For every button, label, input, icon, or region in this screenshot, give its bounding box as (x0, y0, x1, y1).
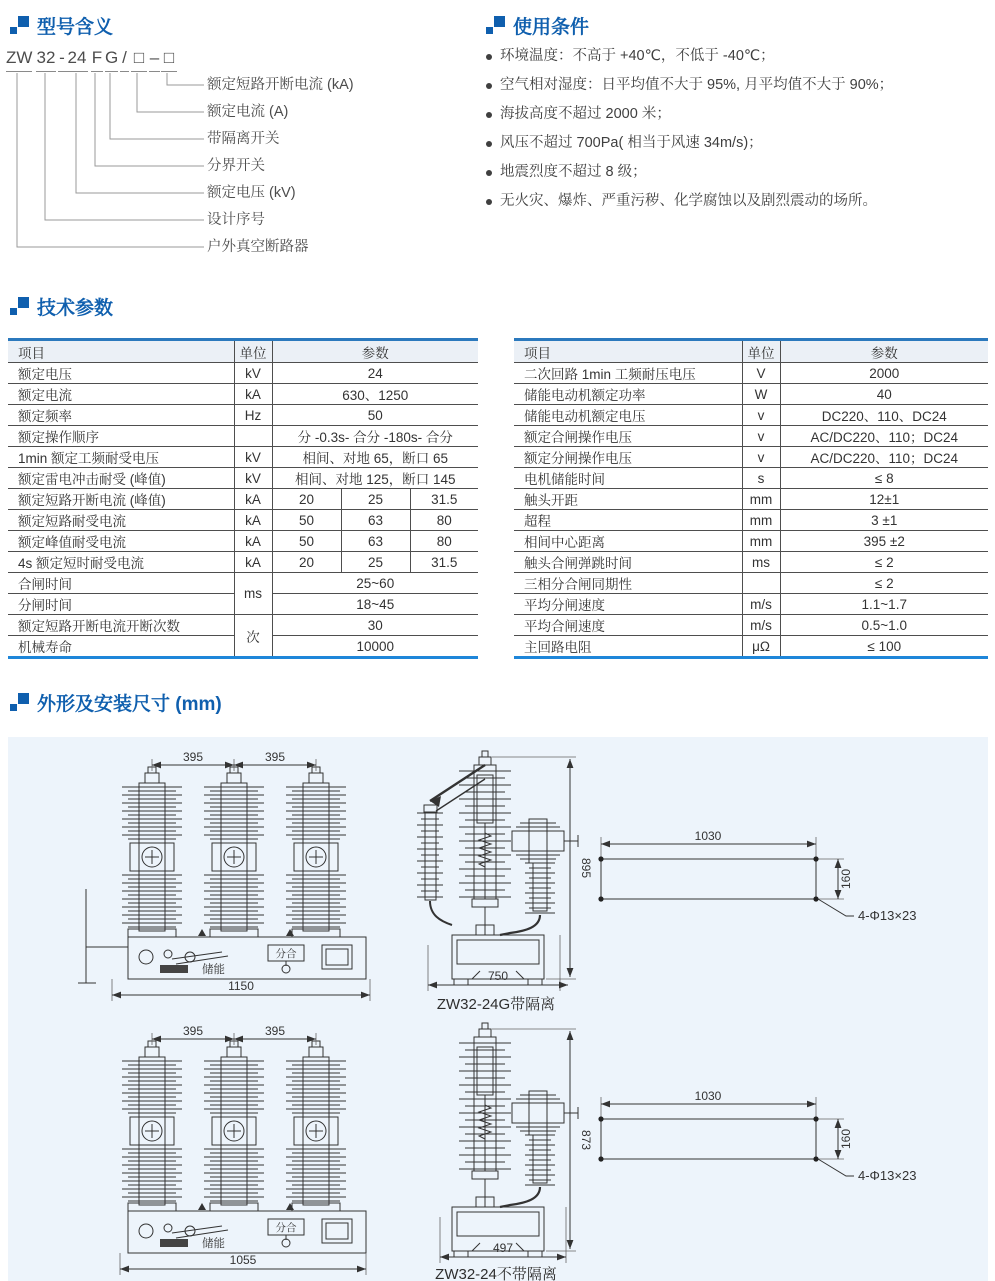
front-view-with-isolator-drawing (72, 751, 372, 1003)
value-cell: 12±1 (780, 489, 988, 510)
value-cell: 50 (272, 405, 478, 426)
unit-cell: kV (234, 363, 272, 384)
table-row (514, 447, 988, 468)
value-cell: 相间、对地 125，断口 145 (272, 468, 478, 489)
param-name: 额定短路耐受电流 (8, 510, 234, 531)
table-row (8, 384, 478, 405)
unit-cell: ms (742, 552, 780, 573)
dim-label-base-width: 1150 (228, 979, 254, 993)
bullet-icon (486, 141, 492, 147)
unit-cell: kV (234, 468, 272, 489)
condition-text: 海拔高度不超过 2000 米； (500, 106, 671, 122)
table-row (514, 552, 988, 573)
value-cell: 630、1250 (272, 384, 478, 405)
param-name: 触头开距 (514, 489, 742, 510)
value-cell: 2000 (780, 363, 988, 384)
unit-cell: mm (742, 489, 780, 510)
open-close-label: 分合 (275, 948, 297, 960)
unit-cell: mm (742, 510, 780, 531)
unit-cell: μΩ (742, 636, 780, 658)
table-row (514, 405, 988, 426)
section-title-tech (10, 294, 113, 318)
unit-cell: kA (234, 552, 272, 573)
unit-cell: kA (234, 489, 272, 510)
value-cell: 395 ±2 (780, 531, 988, 552)
condition-text: 无火灾、爆炸、严重污秽、化学腐蚀以及剧烈震动的场所。 (500, 193, 877, 209)
pole-insulator (204, 767, 264, 937)
model-label: 额定电压 (kV) (207, 185, 296, 201)
header-value: 参数 (272, 340, 478, 363)
section-title-dimensions (10, 690, 222, 714)
condition-item (486, 47, 991, 66)
open-close-label: 分合 (275, 1222, 297, 1234)
drawing-caption: ZW32-24G带隔离 (436, 996, 556, 1013)
param-name: 额定频率 (8, 405, 234, 426)
value-cell: 25 (341, 552, 410, 573)
table-row (514, 384, 988, 405)
pole-insulator (286, 767, 346, 937)
unit-cell: kA (234, 510, 272, 531)
unit-cell (234, 426, 272, 447)
value-cell: 63 (341, 531, 410, 552)
value-cell: 63 (341, 510, 410, 531)
table-row (8, 489, 478, 510)
dim-label-pole-spacing: 395 (264, 1024, 286, 1038)
bullet-icon (486, 170, 492, 176)
condition-item (486, 76, 991, 95)
model-label: 带隔离开关 (207, 131, 280, 147)
table-header-row (8, 340, 478, 363)
param-name: 储能电动机额定电压 (514, 405, 742, 426)
value-cell: 3 ±1 (780, 510, 988, 531)
param-name: 额定分闸操作电压 (514, 447, 742, 468)
table-row (8, 363, 478, 384)
table-row (8, 447, 478, 468)
value-cell: 30 (272, 615, 478, 636)
unit-cell: v (742, 405, 780, 426)
param-name: 平均分闸速度 (514, 594, 742, 615)
param-name: 1min 额定工频耐受电压 (8, 447, 234, 468)
condition-item (486, 134, 991, 153)
header-item: 项目 (514, 340, 742, 363)
dim-label-base-width: 1055 (229, 1253, 257, 1267)
table-row (514, 594, 988, 615)
param-name: 额定短路开断电流 (峰值) (8, 489, 234, 510)
condition-text: 空气相对湿度：日平均值不大于 95%, 月平均值不大于 90%； (500, 77, 894, 93)
value-cell: 80 (410, 531, 478, 552)
value-cell: DC220、110、DC24 (780, 405, 988, 426)
pole-insulator (286, 1041, 346, 1211)
param-name: 4s 额定短时耐受电流 (8, 552, 234, 573)
value-cell: ≤ 2 (780, 573, 988, 594)
unit-cell: W (742, 384, 780, 405)
condition-item (486, 192, 991, 211)
model-label: 额定电流 (A) (207, 104, 289, 120)
condition-item (486, 105, 991, 124)
param-name: 超程 (514, 510, 742, 531)
section-title-text: 型号含义 (37, 16, 114, 38)
condition-text: 风压不超过 700Pa( 相当于风速 34m/s)； (500, 135, 763, 151)
param-name: 二次回路 1min 工频耐压电压 (514, 363, 742, 384)
dim-label-height: 873 (579, 1129, 593, 1151)
mounting-plate-drawing (586, 1089, 995, 1194)
model-tree-lines (8, 73, 208, 253)
model-code-part: G (105, 48, 118, 72)
dim-label-plate-width: 1030 (694, 829, 722, 843)
unit-cell: kA (234, 531, 272, 552)
dim-label-plate-width: 1030 (694, 1089, 722, 1103)
pole-insulator (204, 1041, 264, 1211)
param-name: 额定电压 (8, 363, 234, 384)
section-title-text: 外形及安装尺寸 (mm) (37, 693, 222, 715)
unit-cell: m/s (742, 615, 780, 636)
table-row (514, 573, 988, 594)
tech-table-left (8, 338, 478, 659)
param-name: 主回路电阻 (514, 636, 742, 658)
table-header-row (514, 340, 988, 363)
condition-text: 环境温度：不高于 +40℃，不低于 -40℃； (500, 48, 775, 64)
model-code-part: ZW (6, 48, 32, 72)
value-cell: 20 (272, 552, 341, 573)
value-cell: 31.5 (410, 489, 478, 510)
model-label: 分界开关 (207, 158, 265, 174)
param-name: 电机储能时间 (514, 468, 742, 489)
value-cell: 20 (272, 489, 341, 510)
bullet-icon (486, 83, 492, 89)
table-row (8, 405, 478, 426)
value-cell: 1.1~1.7 (780, 594, 988, 615)
unit-cell: V (742, 363, 780, 384)
side-view-with-isolator-drawing (400, 749, 600, 999)
value-cell: 0.5~1.0 (780, 615, 988, 636)
dimension-lines (440, 1029, 576, 1263)
table-row (8, 531, 478, 552)
value-cell: 18~45 (272, 594, 478, 615)
param-name: 合闸时间 (8, 573, 234, 594)
param-name: 机械寿命 (8, 636, 234, 658)
table-row (514, 468, 988, 489)
param-name: 触头合闸弹跳时间 (514, 552, 742, 573)
section-title-model (10, 13, 113, 37)
section-square-icon (10, 693, 29, 712)
param-name: 额定合闸操作电压 (514, 426, 742, 447)
value-cell: 31.5 (410, 552, 478, 573)
param-name: 三相分合闸同期性 (514, 573, 742, 594)
section-square-icon (10, 297, 29, 316)
table-row (514, 363, 988, 384)
pole-insulator (122, 1041, 182, 1211)
table-row (8, 552, 478, 573)
dim-label-pole-spacing: 395 (264, 750, 286, 764)
mounting-plate-drawing (586, 829, 995, 934)
section-title-text: 使用条件 (513, 16, 590, 38)
mounting-holes-label: 4-Φ13×23 (858, 1168, 917, 1183)
param-name: 额定峰值耐受电流 (8, 531, 234, 552)
unit-cell: m/s (742, 594, 780, 615)
unit-cell: kA (234, 384, 272, 405)
model-code-part: □ (131, 48, 147, 72)
breaker-side-profile (452, 751, 578, 985)
model-code-part: - (58, 48, 66, 72)
drawing-panel (8, 737, 988, 1281)
header-item: 项目 (8, 340, 234, 363)
value-cell: 24 (272, 363, 478, 384)
value-cell: 10000 (272, 636, 478, 658)
pole-insulator (122, 767, 182, 937)
param-name: 相间中心距离 (514, 531, 742, 552)
model-label: 户外真空断路器 (207, 239, 309, 255)
store-energy-label: 储能 (202, 964, 225, 976)
section-square-icon (486, 16, 505, 35)
param-name: 储能电动机额定功率 (514, 384, 742, 405)
mechanism-base (128, 1203, 366, 1253)
drawing-caption: ZW32-24不带隔离 (435, 1266, 557, 1281)
value-cell: ≤ 100 (780, 636, 988, 658)
mounting-holes-label: 4-Φ13×23 (858, 908, 917, 923)
value-cell: 分 -0.3s- 合分 -180s- 合分 (272, 426, 478, 447)
param-name: 额定电流 (8, 384, 234, 405)
dim-label-plate-height: 160 (839, 1128, 853, 1150)
unit-cell: 次 (234, 615, 272, 658)
tech-table-right (514, 338, 988, 659)
value-cell: 80 (410, 510, 478, 531)
table-row (514, 615, 988, 636)
value-cell: 相间、对地 65，断口 65 (272, 447, 478, 468)
condition-text: 地震烈度不超过 8 级； (500, 164, 647, 180)
dim-label-pole-spacing: 395 (182, 750, 204, 764)
dim-label-pole-spacing: 395 (182, 1024, 204, 1038)
dim-label-height: 895 (579, 857, 593, 879)
unit-cell: v (742, 426, 780, 447)
model-label: 额定短路开断电流 (kA) (207, 77, 354, 93)
model-code-part: □ (161, 48, 177, 72)
table-row (8, 510, 478, 531)
unit-cell: mm (742, 531, 780, 552)
header-value: 参数 (780, 340, 988, 363)
table-row (514, 489, 988, 510)
model-label: 设计序号 (207, 212, 265, 228)
side-view-no-isolator-drawing (400, 1021, 600, 1271)
value-cell: 25 (341, 489, 410, 510)
param-name: 额定雷电冲击耐受 (峰值) (8, 468, 234, 489)
section-square-icon (10, 16, 29, 35)
value-cell: AC/DC220、110；DC24 (780, 426, 988, 447)
header-unit: 单位 (234, 340, 272, 363)
unit-cell: kV (234, 447, 272, 468)
value-cell: 50 (272, 531, 341, 552)
dim-label-depth: 497 (492, 1241, 514, 1255)
unit-cell: s (742, 468, 780, 489)
value-cell: 40 (780, 384, 988, 405)
value-cell: AC/DC220、110；DC24 (780, 447, 988, 468)
param-name: 分闸时间 (8, 594, 234, 615)
table-row (514, 510, 988, 531)
dim-label-depth: 750 (487, 969, 509, 983)
dim-label-plate-height: 160 (839, 868, 853, 890)
table-row (8, 615, 478, 636)
bullet-icon (486, 54, 492, 60)
table-row (8, 426, 478, 447)
front-view-no-isolator-drawing (72, 1025, 372, 1277)
value-cell: ≤ 8 (780, 468, 988, 489)
param-name: 平均合闸速度 (514, 615, 742, 636)
param-name: 额定操作顺序 (8, 426, 234, 447)
store-energy-label: 储能 (202, 1238, 225, 1250)
bullet-icon (486, 112, 492, 118)
table-row (514, 531, 988, 552)
header-unit: 单位 (742, 340, 780, 363)
breaker-side-profile (452, 1023, 578, 1257)
dimension-lines (601, 837, 844, 899)
table-row (8, 573, 478, 594)
model-code-part: 24 (66, 48, 88, 72)
section-title-conditions (486, 13, 589, 37)
table-row (514, 636, 988, 658)
unit-cell: Hz (234, 405, 272, 426)
isolator-and-arrester (417, 765, 485, 925)
param-name: 额定短路开断电流开断次数 (8, 615, 234, 636)
value-cell: 25~60 (272, 573, 478, 594)
table-row (8, 468, 478, 489)
model-code-part: / (120, 48, 129, 72)
section-title-text: 技术参数 (37, 297, 114, 319)
model-code-part: – (149, 48, 160, 72)
condition-item (486, 163, 991, 182)
bullet-icon (486, 199, 492, 205)
value-cell: ≤ 2 (780, 552, 988, 573)
value-cell: 50 (272, 510, 341, 531)
table-row (514, 426, 988, 447)
model-code-part: 32 (36, 48, 56, 72)
model-code-part: F (91, 48, 103, 72)
unit-cell: v (742, 447, 780, 468)
dimension-lines (601, 1097, 844, 1159)
conditions-list (486, 47, 991, 211)
unit-cell (742, 573, 780, 594)
unit-cell: ms (234, 573, 272, 615)
